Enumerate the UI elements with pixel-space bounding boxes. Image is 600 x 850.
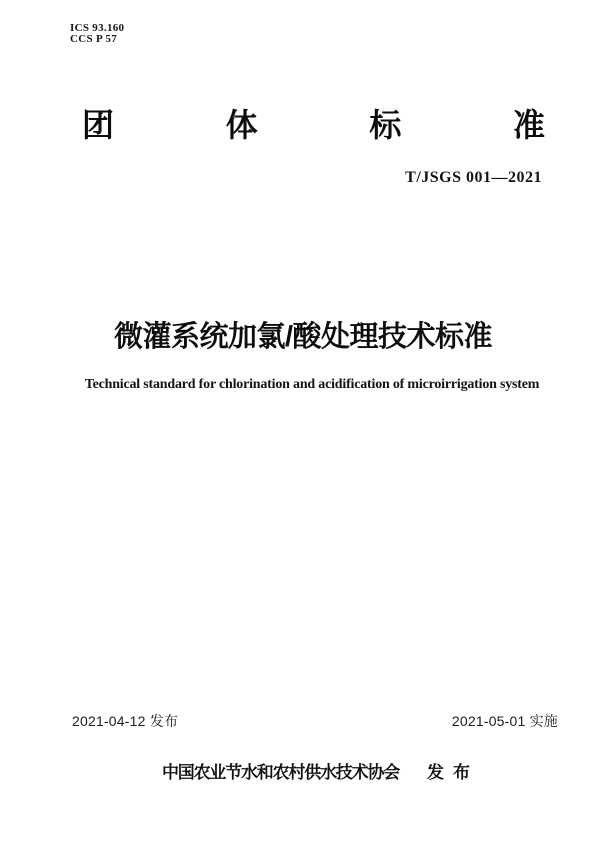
publish-label-char: 发 [427, 763, 444, 782]
doc-type-char: 体 [225, 107, 258, 143]
standard-title-chinese: 微灌系统加氯/酸处理技术标准 [113, 321, 493, 353]
classification-block [70, 23, 124, 44]
ics-code: ICS 93.160 [70, 22, 125, 34]
publish-action-label [427, 758, 470, 783]
dates-row [72, 711, 558, 731]
publish-label-char: 布 [453, 763, 470, 782]
doc-type-char: 团 [82, 107, 115, 143]
implementation-date: 2021-05-01 实施 [451, 713, 558, 729]
ccs-code: CCS P 57 [70, 32, 118, 45]
issue-date: 2021-04-12 发布 [72, 713, 179, 729]
publisher-name: 中国农业节水和农村供水技术协会 [162, 763, 399, 782]
doc-type-char: 准 [512, 107, 545, 143]
standard-number: T/JSGS 001—2021 [405, 169, 542, 186]
publisher-line [16, 758, 600, 783]
doc-type-char: 标 [369, 107, 402, 143]
standard-title-english: Technical standard for chlorination and acidification of microirrigation system [84, 377, 540, 392]
document-type-title [82, 107, 545, 143]
